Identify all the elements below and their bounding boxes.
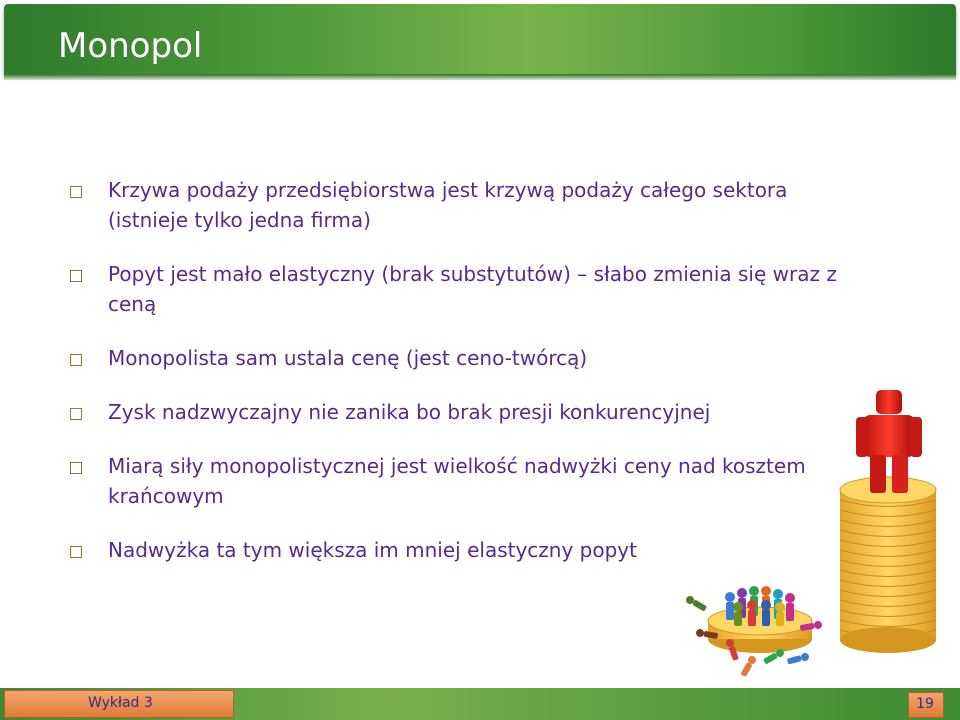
hollow-square-icon xyxy=(70,270,82,282)
hollow-square-icon xyxy=(70,354,82,366)
bullet-text: Nadwyżka ta tym większa im mniej elastyczny popyt xyxy=(108,538,637,562)
tall-coin-stack-icon xyxy=(840,477,936,653)
page-number: 19 xyxy=(916,696,934,712)
hollow-square-icon xyxy=(70,546,82,558)
bullet-item xyxy=(70,175,860,235)
hollow-square-icon xyxy=(70,186,82,198)
bullet-text: Krzywa podaży przedsiębiorstwa jest krzywą podaży całego sektora (istnieje tylko jedna firma) xyxy=(108,178,788,232)
bullet-item xyxy=(70,259,860,319)
bullet-text: Zysk nadzwyczajny nie zanika bo brak presji konkurencyjnej xyxy=(108,400,711,424)
bullet-item xyxy=(70,343,860,373)
hollow-square-icon xyxy=(70,462,82,474)
lecture-label: Wykład 3 xyxy=(88,695,153,711)
slide-title: Monopol xyxy=(58,26,203,66)
bullet-text: Monopolista sam ustala cenę (jest ceno-twórcą) xyxy=(108,346,588,370)
small-coin-stack-icon xyxy=(708,607,812,653)
hollow-square-icon xyxy=(70,408,82,420)
monopolist-on-coin-stack-illustration xyxy=(660,385,950,680)
title-area xyxy=(0,0,960,88)
bullet-text: Popyt jest mało elastyczny (brak substytutów) – słabo zmienia się wraz z ceną xyxy=(108,262,837,316)
bullet-text: Miarą siły monopolistycznej jest wielkość nadwyżki ceny nad kosztem krańcowym xyxy=(108,454,806,508)
